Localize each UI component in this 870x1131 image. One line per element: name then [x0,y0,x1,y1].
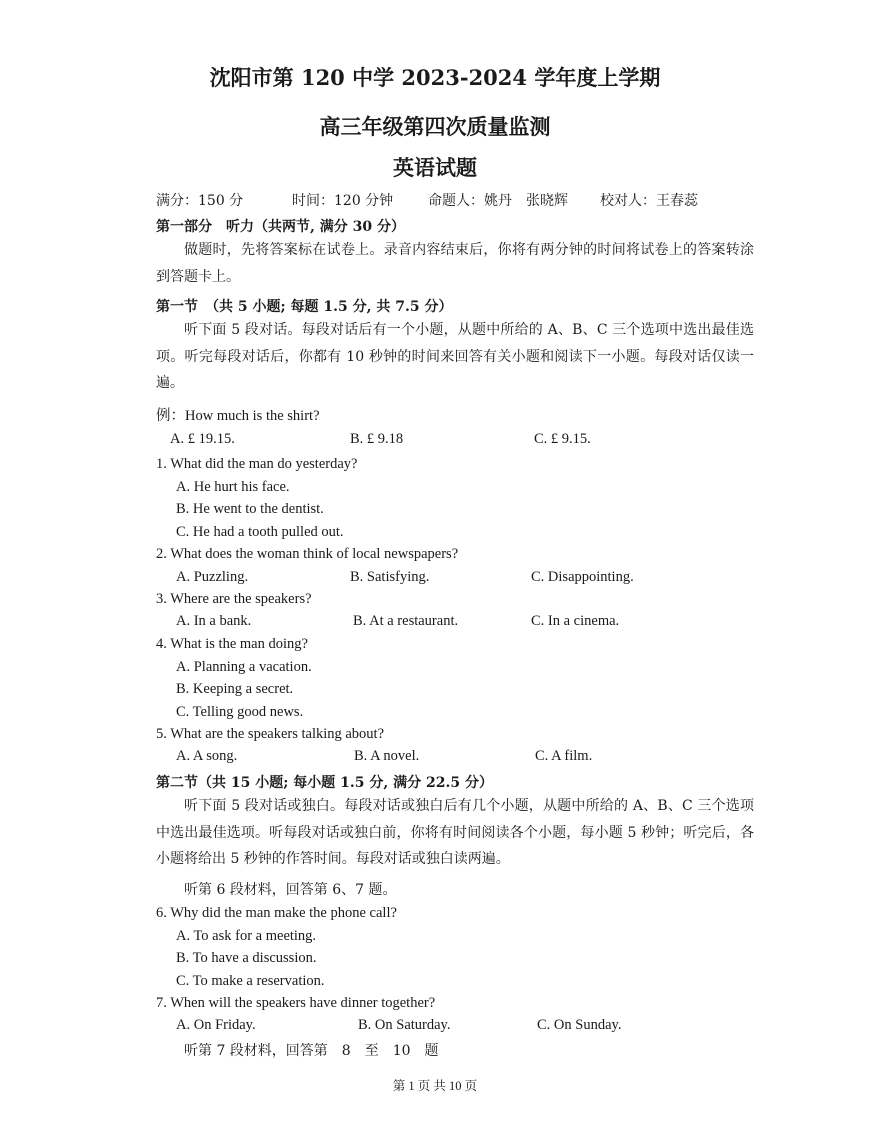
question-6: 6. Why did the man make the phone call? [156,905,397,921]
exam-title-subject: 英语试题 [393,155,477,180]
part1-intro: 做题时，先将答案标在试卷上。录音内容结束后，你将有两分钟的时间将试卷上的答案转涂到答题卡上。 [156,242,754,285]
example-option-b: B. £ 9.18 [350,431,404,447]
part1-heading: 第一部分 听力（共两节, 满分 30 分） [156,219,405,235]
exam-title-school: 沈阳市第 120 中学 2023-2024 学年度上学期 [209,65,661,90]
q4-option-b: B. Keeping a secret. [176,681,294,697]
material-6-instruction: 听第 6 段材料，回答第 6、7 题。 [184,882,397,898]
question-3: 3. Where are the speakers? [156,591,312,607]
question-7: 7. When will the speakers have dinner together? [156,995,436,1011]
q2-option-c: C. Disappointing. [531,569,634,585]
q6-option-c: C. To make a reservation. [176,973,325,989]
section1-instructions: 听下面 5 段对话。每段对话后有一个小题，从题中所给的 A、B、C 三个选项中选出最佳选项。听完每段对话后，你都有 10 秒钟的时间来回答有关小题和阅读下一小题。每段对话仅读一遍。 [156,322,754,391]
q7-option-a: A. On Friday. [176,1017,256,1033]
q4-option-c: C. Telling good news. [176,704,304,720]
question-4: 4. What is the man doing? [156,636,308,652]
meta-score: 满分：150 分 [156,193,244,209]
example-option-a: A. £ 19.15. [170,431,235,447]
meta-proofreader: 校对人：王春蕊 [600,193,698,209]
material-7-instruction: 听第 7 段材料，回答第 8 至 10 题 [184,1043,439,1059]
q2-option-b: B. Satisfying. [350,569,430,585]
q2-option-a: A. Puzzling. [176,569,249,585]
meta-time: 时间：120 分钟 [292,193,394,209]
example-option-c: C. £ 9.15. [534,431,591,447]
q3-option-b: B. At a restaurant. [353,613,459,629]
page-number: 第 1 页 共 10 页 [392,1079,478,1093]
q1-option-c: C. He had a tooth pulled out. [176,524,344,540]
q6-option-b: B. To have a discussion. [176,950,317,966]
q4-option-a: A. Planning a vacation. [176,659,312,675]
section2-instructions: 听下面 5 段对话或独白。每段对话或独白后有几个小题，从题中所给的 A、B、C 三个选项中选出最佳选项。听每段对话或独白前，你将有时间阅读各个小题，每小题 5 秒钟；听完后，各小题将给出 5 秒钟的作答时间。每段对话或独白读两遍。 [156,798,754,867]
section2-heading: 第二节（共 15 小题; 每小题 1.5 分, 满分 22.5 分） [156,775,493,791]
question-2: 2. What does the woman think of local newspapers? [156,546,459,562]
q3-option-c: C. In a cinema. [531,613,620,629]
meta-authors: 命题人：姚丹 张晓辉 [428,193,568,209]
question-5: 5. What are the speakers talking about? [156,726,385,742]
example-question: 例：How much is the shirt? [156,408,320,424]
q6-option-a: A. To ask for a meeting. [176,928,317,944]
q1-option-a: A. He hurt his face. [176,479,290,495]
section1-heading: 第一节 （共 5 小题; 每题 1.5 分, 共 7.5 分） [156,299,453,315]
q5-option-c: C. A film. [535,748,593,764]
q5-option-a: A. A song. [176,748,238,764]
exam-title-grade: 高三年级第四次质量监测 [319,114,551,139]
question-1: 1. What did the man do yesterday? [156,456,358,472]
q1-option-b: B. He went to the dentist. [176,501,324,517]
q5-option-b: B. A novel. [354,748,420,764]
q3-option-a: A. In a bank. [176,613,252,629]
q7-option-b: B. On Saturday. [358,1017,451,1033]
q7-option-c: C. On Sunday. [537,1017,622,1033]
